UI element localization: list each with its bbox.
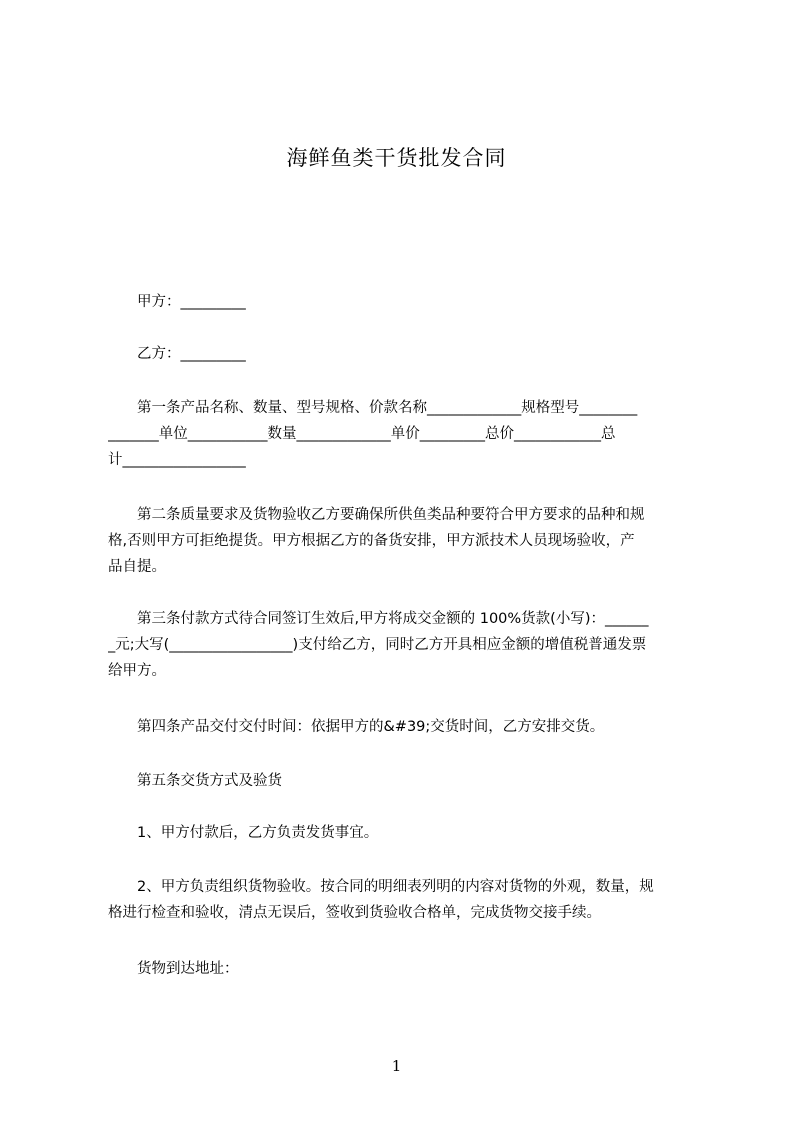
article-1-line: _______单位___________数量_____________单价_________总价____________总	[108, 426, 616, 442]
party-b-line: 乙方：_________	[108, 346, 246, 362]
contract-title: 海鲜鱼类干货批发合同	[286, 146, 507, 170]
article-5-item-2-line: 2、甲方负责组织货物验收。按合同的明细表列明的内容对货物的外观，数量，规	[108, 879, 654, 895]
article-3-paragraph	[108, 606, 702, 684]
article-2-line: 格,否则甲方可拒绝提货。甲方根据乙方的备货安排，甲方派技术人员现场验收，产	[108, 533, 635, 549]
article-1-line: 第一条产品名称、数量、型号规格、价款名称_____________规格型号________	[108, 400, 638, 416]
article-1-paragraph	[108, 395, 702, 473]
article-2-line: 品自提。	[108, 559, 166, 575]
article-5-paragraph	[108, 768, 702, 794]
article-3-line: 给甲方。	[108, 663, 166, 679]
party-b-paragraph	[108, 341, 702, 367]
article-4-paragraph	[108, 714, 702, 740]
party-a-paragraph	[108, 289, 702, 315]
article-3-line: 第三条付款方式待合同签订生效后,甲方将成交金额的 100%货款(小写)：______	[108, 611, 649, 627]
article-5-item-1-paragraph	[108, 820, 702, 846]
article-1-line: 计_________________	[108, 452, 246, 468]
delivery-address-line: 货物到达地址：	[108, 961, 239, 977]
article-5-item-2-line: 格进行检查和验收，清点无误后，签收到货验收合格单，完成货物交接手续。	[108, 905, 601, 921]
article-3-line: _元;大写(_________________)支付给乙方，同时乙方开具相应金额的增值税普通发票	[108, 637, 647, 653]
article-5-item-2-paragraph	[108, 874, 702, 926]
article-2-line: 第二条质量要求及货物验收乙方要确保所供鱼类品种要符合甲方要求的品种和规	[108, 507, 645, 523]
page-number: 1	[391, 1057, 402, 1075]
delivery-address-paragraph	[108, 956, 702, 982]
article-2-paragraph	[108, 502, 702, 580]
party-a-line: 甲方：_________	[108, 294, 246, 310]
article-5-item-1-line: 1、甲方付款后，乙方负责发货事宜。	[108, 825, 379, 841]
article-4-line: 第四条产品交付交付时间：依据甲方的&#39;交货时间，乙方安排交货。	[108, 719, 605, 735]
article-5-line: 第五条交货方式及验货	[108, 773, 282, 789]
